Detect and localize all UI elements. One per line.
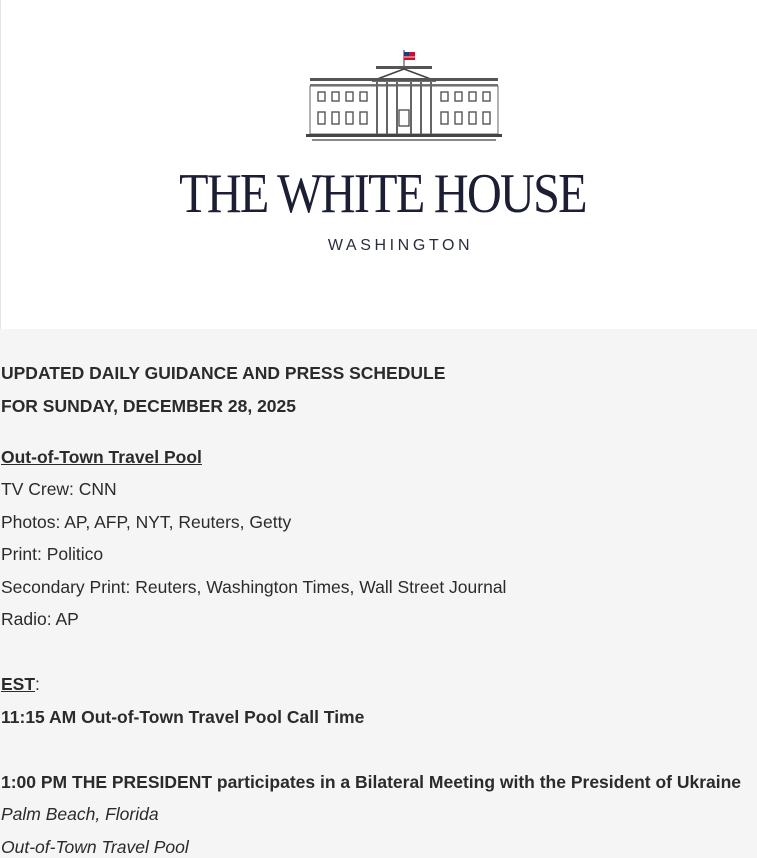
schedule-heading-line2: FOR SUNDAY, DECEMBER 28, 2025 [1, 396, 297, 416]
pool-item: Print: Politico [1, 544, 104, 564]
timezone-colon: : [35, 674, 40, 694]
timezone-label-row [1, 673, 40, 695]
pool-item: TV Crew: CNN [1, 479, 117, 499]
event-title: 1:00 PM THE PRESIDENT participates in a Bilateral Meeting with the President of Ukraine [1, 772, 742, 792]
event-coverage: Out-of-Town Travel Pool [1, 837, 189, 857]
event-title: 11:15 AM Out-of-Town Travel Pool Call Time [1, 707, 365, 727]
letterhead-subtitle: WASHINGTON [327, 237, 474, 254]
event-location: Palm Beach, Florida [1, 804, 159, 824]
pool-item: Radio: AP [1, 609, 79, 629]
schedule-heading-line1: UPDATED DAILY GUIDANCE AND PRESS SCHEDULE [1, 363, 446, 383]
pool-item: Secondary Print: Reuters, Washington Times, Wall Street Journal [1, 577, 507, 597]
timezone-label: EST [1, 674, 36, 694]
letterhead-title: THE WHITE HOUSE [179, 163, 586, 225]
letterhead [0, 0, 757, 329]
pool-item: Photos: AP, AFP, NYT, Reuters, Getty [1, 512, 292, 532]
pool-section-title: Out-of-Town Travel Pool [1, 447, 202, 467]
white-house-building-icon [306, 48, 502, 144]
